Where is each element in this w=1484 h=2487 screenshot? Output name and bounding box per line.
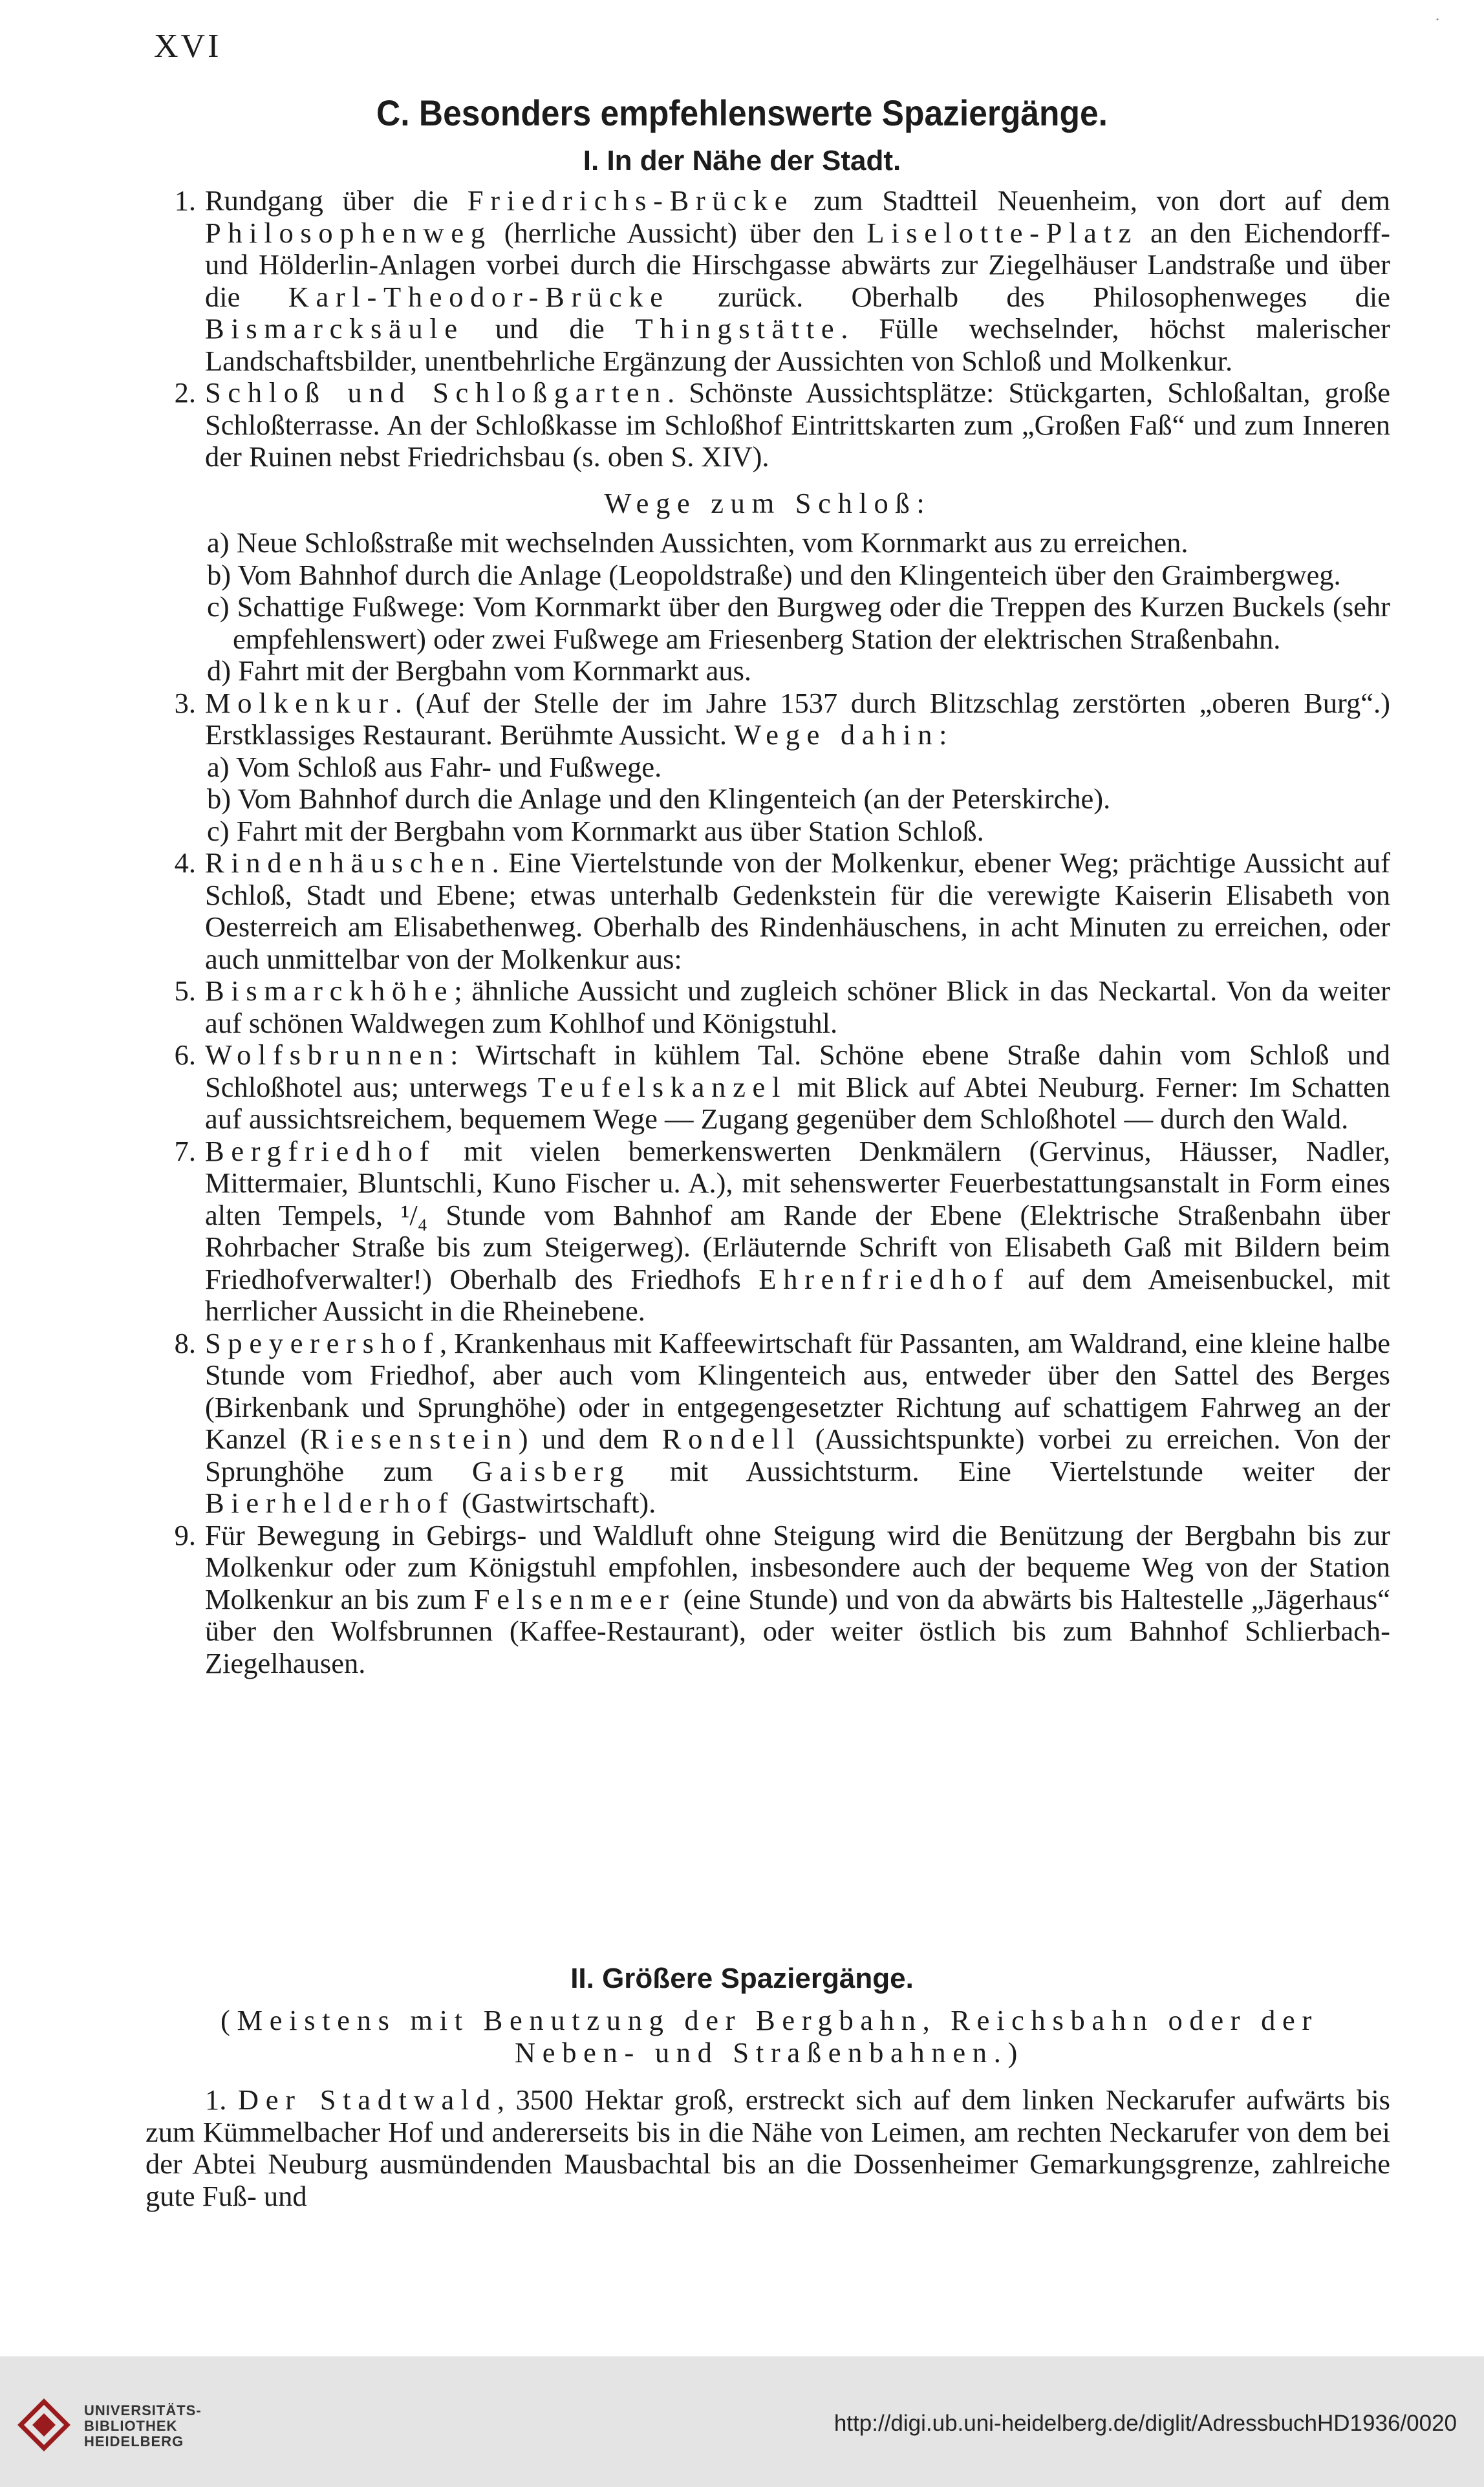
list-item-4 [145, 847, 1390, 975]
item-number: 4. [174, 846, 196, 879]
place-name: Karl-Theodor-Brücke [288, 280, 670, 313]
library-logo-text [84, 2403, 202, 2449]
wege-b: b) Vom Bahnhof durch die Anlage (Leopoldstraße) und den Klingenteich über den Graimbergweg. [207, 558, 1341, 591]
place-name: Schloß und Schloßgarten [205, 376, 668, 409]
place-name: Bismarcksäule [205, 312, 464, 345]
item-text: ; ähnliche Aussicht und zugleich schöner Blick in das Neckartal. Von da weiter auf schönen Waldwegen zum Kohlhof und Königstuhl. [205, 974, 1390, 1039]
section2-title: II. Größere Spaziergänge. [570, 1963, 914, 1994]
item-number: 8. [174, 1326, 196, 1359]
place-name: Bergfriedhof [205, 1134, 436, 1167]
footer-bar [0, 2356, 1484, 2487]
place-name: Speyerershof [205, 1326, 440, 1359]
list-item-5 [145, 975, 1390, 1039]
item-text: : Wirtschaft in kühlem Tal. Schöne ebene Straße dahin vom Schloß und Schloßhotel aus; unterwegs [205, 1039, 1390, 1103]
item-text: . Fülle wechselnder, höchst malerischer Landschaftsbilder, unentbehrliche Ergänzung der Aussichten von Schloß und Molkenkur. [205, 312, 1390, 377]
place-name: Liselotte-Platz [866, 216, 1139, 249]
item3-sub-b: b) Vom Bahnhof durch die Anlage und den Klingenteich (an der Peterskirche). [207, 782, 1111, 815]
item-text: Rundgang über die [205, 184, 468, 217]
place-name: Rindenhäuschen [205, 846, 492, 879]
list-item-2 [145, 377, 1390, 473]
item-number: 6. [174, 1039, 196, 1071]
item-text: (eine Stunde) und von da abwärts bis Haltestelle „Jägerhaus“ über den Wolfsbrunnen (Kaffee-Restaurant), oder weiter östlich bis zum Bahnhof Schlierbach-Ziegelhausen. [205, 1582, 1390, 1679]
corner-mark: ˙ [1434, 14, 1441, 36]
item-text: mit Blick auf Abtei Neuburg. Ferner: Im Schatten auf aussichtsreichem, bequemem Wege — Zugang gegenüber dem Schloßhotel — durch den Wald. [205, 1070, 1390, 1135]
place-name: Thingstätte [635, 312, 841, 345]
place-name: Philosophenweg [205, 216, 492, 249]
section2-subtitle: (Meistens mit Benutzung der Bergbahn, Reichsbahn oder der Neben- und Straßenbahnen.) [220, 2004, 1318, 2069]
place-name: Bismarckhöhe [205, 974, 455, 1007]
place-name: Teufelskanzel [537, 1070, 788, 1103]
place-name: Ehrenfriedhof [758, 1262, 1010, 1295]
logo-line: BIBLIOTHEK [84, 2418, 178, 2434]
place-name: Gaisberg [471, 1454, 631, 1487]
item-text: . Eine Viertelstunde von der Molkenkur, ebener Weg; prächtige Aussicht auf Schloß, Stadt und Ebene; etwas unterhalb Gedenkstein für die verewigte Kaiserin Elisabeth von Oesterreich am Elisabethenweg. Oberhalb des Rindenhäuschens, in acht Minuten zu erreichen, oder auch unmittelbar von der Molkenkur aus: [205, 846, 1390, 975]
chapter-heading: C. Besonders empfehlenswerte Spaziergänge. [376, 92, 1108, 133]
item-text: mit Aussichtsturm. Eine Viertelstunde weiter der [630, 1454, 1391, 1487]
library-logo-icon [14, 2395, 74, 2455]
list-item-8 [145, 1328, 1390, 1520]
place-name: Bierhelderhof [205, 1487, 455, 1519]
item-text: mit vielen bemerkenswerten Denkmälern (Gervinus, Häusser, Nadler, Mittermaier, Bluntschli, Kuno Fischer u. A.), mit sehenswerter Feuerbestattungsanstalt in Form eines alten Tempels, ¹/₄ Stunde vom Bahnhof am Rande der Ebene (Elektrische Straßenbahn über Rohrbacher Straße bis zum Steigerweg). (Erläuternde Schrift von Elisabeth Gaß mit Bildern beim Friedhofverwalter!) Oberhalb des Friedhofs [205, 1134, 1390, 1295]
section2-body [145, 2084, 1390, 2212]
item-number: 1. [174, 184, 196, 217]
item-text: . (Auf der Stelle der im Jahre 1537 durch Blitzschlag zerstörten „oberen Burg“.) Erstklassiges Restaurant. Berühmte Aussicht. [205, 686, 1390, 751]
list-item-7 [145, 1136, 1390, 1328]
place-name: Der Stadtwald [237, 2083, 497, 2116]
item-text: auf dem Ameisenbuckel, mit herrlicher Aussicht in die Rheinebene. [205, 1262, 1390, 1327]
item-text: (Aussichtspunkte) vorbei zu erreichen. Von der Sprunghöhe zum [205, 1423, 1390, 1487]
list-item-1 [145, 185, 1390, 377]
item-text: an den Eichendorff- und Hölderlin-Anlagen vorbei durch die Hirschgasse abwärts zur Ziegelhäuser Landstraße und über die [205, 216, 1390, 313]
place-name: Riesenstein [310, 1423, 519, 1455]
item-number: 2. [174, 376, 196, 409]
item3-sub-c: c) Fahrt mit der Bergbahn vom Kornmarkt aus über Station Schloß. [207, 814, 984, 847]
item-text: ) und dem [518, 1423, 662, 1455]
wege-d: d) Fahrt mit der Bergbahn vom Kornmarkt aus. [207, 654, 752, 687]
item-text: zurück. Oberhalb des Philosophenweges die [669, 280, 1390, 313]
item-number: 3. [174, 686, 196, 719]
section1-body [145, 185, 1390, 1679]
source-url[interactable]: http://digi.ub.uni-heidelberg.de/diglit/AdressbuchHD1936/0020 [833, 2411, 1457, 2436]
list-item-6 [145, 1039, 1390, 1136]
item-text: , Krankenhaus mit Kaffeewirtschaft für Passanten, am Waldrand, eine kleine halbe Stunde vom Friedhof, aber auch vom Klingenteich aus, entweder über den Sattel des Berges (Birkenbank und Sprunghöhe) oder in entgegengesetzter Richtung auf schattigem Fahrweg an der Kanzel ( [205, 1326, 1390, 1455]
wege-title: Wege zum Schloß: [604, 486, 932, 519]
item-number: 5. [174, 974, 196, 1007]
item-text: . Schönste Aussichtsplätze: Stückgarten, Schloßaltan, große Schloßterrasse. An der Schloßkasse im Schloßhof Eintrittskarten zum „Großen Faß“ und zum Inneren der Ruinen nebst Friedrichsbau (s. oben S. XIV). [205, 376, 1390, 473]
item-text: Für Bewegung in Gebirgs- und Waldluft ohne Steigung wird die Benützung der Bergbahn bis zur Molkenkur oder zum Königstuhl empfohlen, insbesondere auch der bequeme Weg von der Station Molkenkur an bis zum [205, 1518, 1390, 1615]
place-name: Molkenkur [205, 686, 395, 719]
logo-line: HEIDELBERG [84, 2433, 184, 2449]
list-item-9 [145, 1520, 1390, 1680]
item-text: , 3500 Hektar groß, erstreckt sich auf dem linken Neckarufer aufwärts bis zum Kümmelbacher Hof und andererseits bis in die Nähe von Leimen, am rechten Neckarufer von dem bei der Abtei Neuburg ausmündenden Mausbachtal bis an die Dossenheimer Gemarkungsgrenze, zahlreiche gute Fuß- und [145, 2083, 1390, 2212]
section1-title: I. In der Nähe der Stadt. [583, 145, 901, 177]
place-name: Rondell [661, 1423, 802, 1455]
logo-line: UNIVERSITÄTS- [84, 2402, 202, 2418]
list-item-3 [145, 687, 1390, 751]
item-text: (Gastwirtschaft). [454, 1487, 656, 1519]
item-text: zum Stadtteil Neuenheim, von dort auf dem [794, 184, 1390, 217]
place-name: Friedrichs-Brücke [467, 184, 795, 217]
item3-sub-a: a) Vom Schloß aus Fahr- und Fußwege. [207, 750, 662, 783]
item-text: (herrliche Aussicht) über den [491, 216, 867, 249]
item-text: und die [464, 312, 636, 345]
page-number: XVI [154, 28, 222, 65]
item-number: 7. [174, 1134, 196, 1167]
wege-a: a) Neue Schloßstraße mit wechselnden Aussichten, vom Kornmarkt aus zu erreichen. [207, 526, 1188, 559]
item-number: 9. [174, 1518, 196, 1551]
place-name: Felsenmeer [473, 1582, 676, 1615]
wege-c: c) Schattige Fußwege: Vom Kornmarkt über den Burgweg oder die Treppen des Kurzen Buckels (sehr empfehlenswert) oder zwei Fußwege am Friesenberg Station der elektrischen Straßenbahn. [207, 590, 1390, 655]
place-name: Wolfsbrunnen [205, 1039, 451, 1071]
place-name: Wege dahin: [734, 718, 954, 751]
item-number: 1. [205, 2083, 227, 2116]
